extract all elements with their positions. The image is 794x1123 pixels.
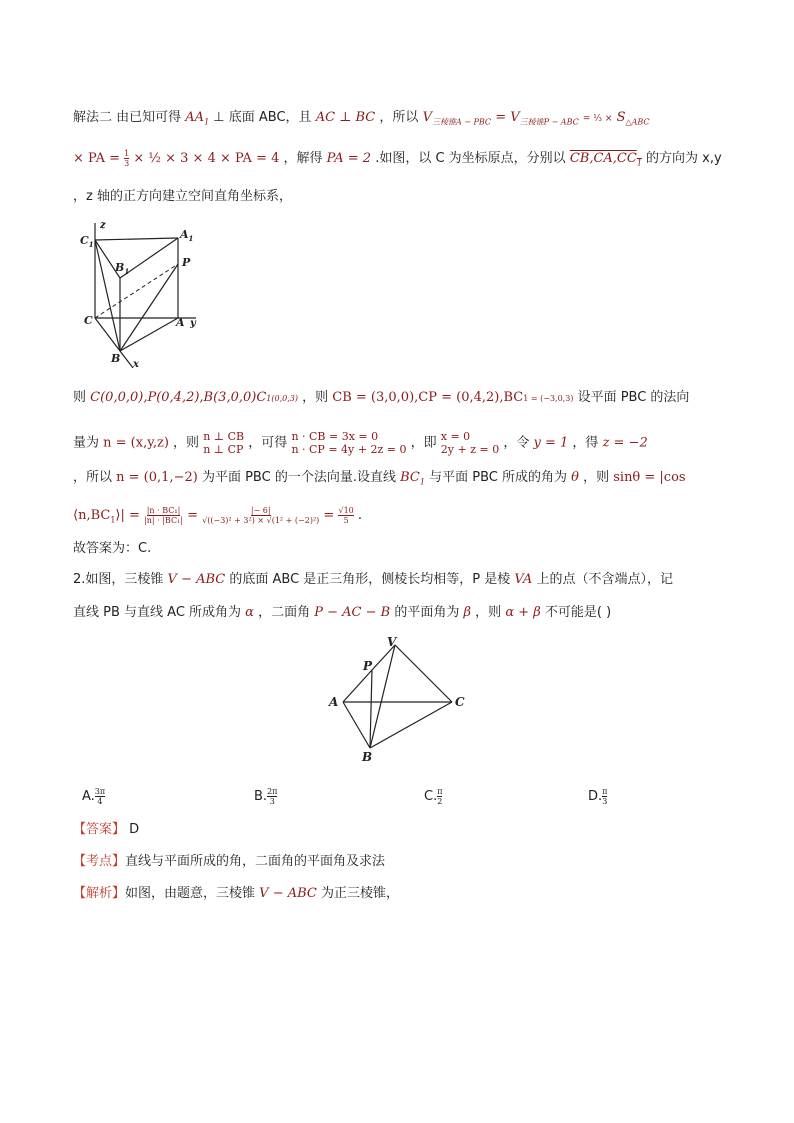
math-v1: $V_{三棱锥A - PBC}$	[422, 110, 492, 127]
option-a[interactable]: A. $\frac{3\pi}{4}$	[82, 787, 106, 806]
solution-line-3: ，z 轴的正方向建立空间直角坐标系，	[73, 189, 292, 204]
question2-line-1	[73, 571, 673, 589]
label-c1: $C_1$	[80, 234, 94, 249]
math-eq-third: = ⅓ ×	[582, 114, 613, 124]
question2-line-2	[73, 604, 611, 622]
math-vabc-2: V − ABC	[259, 886, 317, 901]
answer-value: D	[129, 822, 140, 837]
figure-tetrahedron	[325, 634, 475, 764]
label-c: C	[455, 695, 465, 709]
text: ，即	[410, 435, 437, 451]
math-frac-1: $\frac{\text{|n · BC₁|}}{\text{|n| · |BC₁|}}$	[144, 506, 183, 525]
option-b[interactable]: B. $\frac{2\pi}{3}$	[254, 787, 278, 806]
analysis-tag: 【解析】	[73, 886, 126, 901]
text: ，则	[475, 605, 502, 620]
solution-line-1	[73, 109, 650, 132]
label-z: z	[100, 220, 106, 231]
text: 不可能是( )	[544, 605, 612, 620]
math-pa2: PA = 2	[326, 151, 372, 166]
math-coords: C(0,0,0),P(0,4,2),B(3,0,0)C1(0,0,3)	[90, 390, 298, 405]
topic-value: 直线与平面所成的角，二面角的平面角及求法	[125, 854, 386, 869]
text: 与平面 PBC 所成的角为	[429, 470, 567, 485]
label-c: C	[84, 314, 93, 327]
solution-line-5	[73, 430, 648, 456]
label-a: A	[176, 316, 185, 329]
math-theta: θ	[571, 470, 579, 485]
math-sin-cos: sinθ = |cos	[613, 470, 686, 485]
text: ，则	[173, 435, 200, 451]
math-vabc: V − ABC	[167, 572, 226, 587]
text: 的平面角为	[394, 605, 460, 620]
text: 如图，由题意，三棱锥	[125, 886, 256, 901]
text: 为正三棱锥，	[321, 886, 400, 901]
math-ac-perp-bc: AC ⊥ BC	[315, 110, 376, 125]
math-frac-2: $\frac{|- 6|}{\text{√((−3)² + 3²) × √(1² + (−2)²)}}$	[202, 506, 320, 525]
math-beta: β	[463, 605, 472, 620]
label-b: B	[111, 352, 121, 365]
option-d[interactable]: D. $\frac{\pi}{3}$	[588, 787, 608, 806]
text: ，得	[572, 435, 599, 451]
label-y: y	[190, 318, 196, 329]
solution-line-6	[73, 469, 686, 492]
math-eq: =	[495, 110, 507, 125]
math-dot-system: n · CB = 3x = 0 n · CP = 4y + 2z = 0	[291, 430, 407, 456]
math-va: VA	[514, 572, 533, 587]
text: .	[357, 508, 363, 523]
math-aa1: $AA_1$	[185, 110, 210, 127]
text: ，二面角	[258, 605, 311, 620]
analysis-line	[73, 885, 399, 903]
math-s-abc: $S_{\triangle ABC}$	[616, 110, 650, 127]
math-normal: n = (x,y,z)	[103, 435, 169, 451]
label-a: A	[329, 695, 339, 709]
text: 为平面 PBC 的一个法向量.设直线	[201, 470, 396, 485]
topic-tag: 【考点】	[73, 854, 126, 869]
text: 上的点（不含端点），记	[536, 572, 673, 587]
text: 直线 PB 与直线 AC 所成角为	[73, 605, 242, 620]
text: 设平面 PBC 的法向	[577, 390, 690, 405]
text: 量为	[73, 435, 100, 451]
answer-line	[73, 821, 139, 839]
text: ，解得	[283, 151, 323, 166]
text: 的底面 ABC 是正三角形，侧棱长均相等，P 是棱	[229, 572, 511, 587]
math-dihedral: P − AC − B	[314, 605, 391, 620]
label-v: V	[387, 635, 397, 649]
solution-line-2	[73, 149, 722, 173]
text: ，可得	[248, 435, 288, 451]
text: ，所以	[73, 470, 113, 485]
text: ⊥ 底面 ABC，且	[213, 110, 312, 125]
math-z: z = −2	[602, 435, 648, 451]
solution-line-4	[73, 389, 689, 408]
text: 解法二 由已知可得	[73, 110, 182, 125]
math-y1: y = 1	[533, 435, 569, 451]
text: .如图，以 C 为坐标原点，分别以	[375, 151, 566, 166]
math-frac-3: $\frac{√10}{5}$	[338, 506, 354, 525]
text: 2.如图，三棱锥	[73, 572, 164, 587]
label-a1: $A_1$	[180, 228, 194, 243]
solution-answer: 故答案为：C.	[73, 541, 152, 556]
text: ，则	[302, 390, 329, 405]
label-p: P	[363, 659, 373, 673]
math-bc1: $BC_1$	[400, 470, 425, 487]
math-v2: $V_{三棱锥P - ABC}$	[510, 110, 579, 127]
math-frac-third: $\frac{1}{3}$	[124, 149, 130, 168]
math-line2a: × PA =	[73, 151, 125, 166]
figure-prism-coordinate	[78, 218, 213, 368]
label-p: P	[182, 256, 191, 269]
label-b1: $B_1$	[115, 261, 130, 276]
text: ，则	[583, 470, 610, 485]
text: ，所以	[379, 110, 419, 125]
math-sum: α + β	[505, 605, 541, 620]
math-solved-system: x = 0 2y + z = 0	[440, 430, 500, 456]
solution-line-7	[73, 506, 362, 530]
text: ，令	[503, 435, 530, 451]
math-alpha: α	[245, 605, 254, 620]
math-vecs: $CB,CA,CC_1$	[569, 151, 642, 168]
option-c[interactable]: C. $\frac{\pi}{2}$	[424, 787, 443, 806]
label-b: B	[362, 750, 373, 764]
math-nvec: n = (0,1,−2)	[116, 470, 198, 485]
math-perp-system: n ⊥ CB n ⊥ CP	[203, 430, 245, 456]
math-line2b: × ½ × 3 × 4 × PA = 4	[133, 151, 280, 166]
math-vector-eqs: CB = (3,0,0),CP = (0,4,2),BC1 = (−3,0,3)	[332, 390, 574, 405]
answer-tag: 【答案】	[73, 822, 126, 837]
math-eq3: =	[323, 508, 335, 523]
topic-line	[73, 853, 385, 871]
label-x: x	[133, 359, 139, 368]
math-angle-bracket: $⟨n,BC_1⟩|$ =	[73, 508, 140, 525]
text: 则	[73, 390, 87, 405]
text: 的方向为 x,y	[646, 151, 722, 166]
math-eq2: =	[187, 508, 199, 523]
